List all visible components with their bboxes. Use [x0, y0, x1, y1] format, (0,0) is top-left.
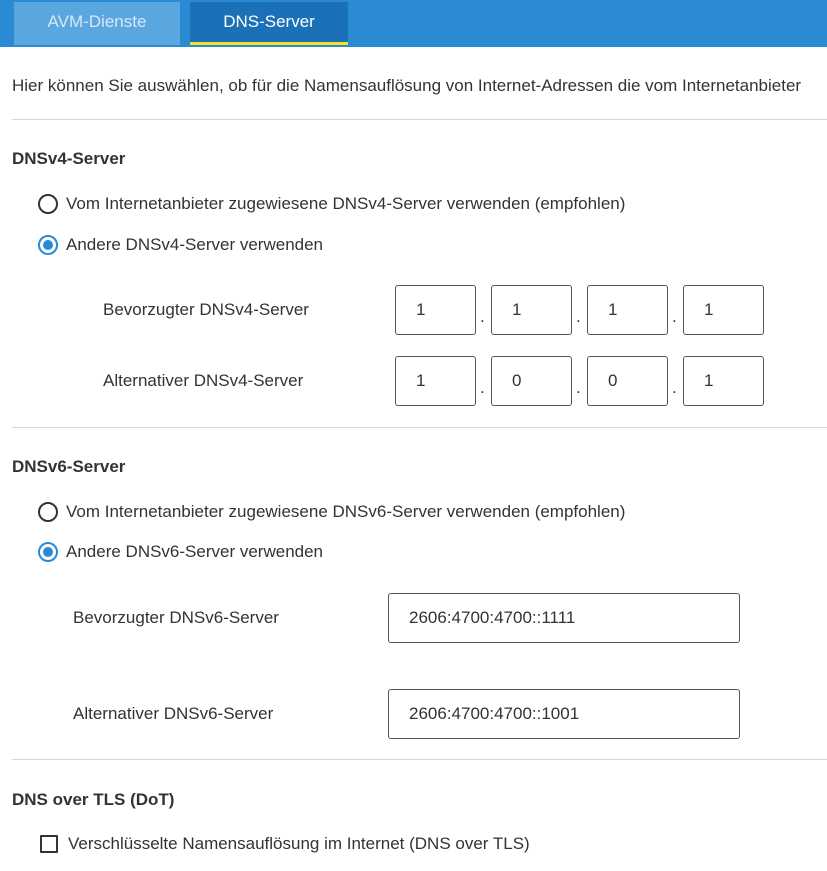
dnsv4-alternative-octet-4[interactable]	[683, 356, 764, 406]
dnsv4-alternative-octet-3[interactable]	[587, 356, 668, 406]
dnsv4-preferred-octet-2[interactable]	[491, 285, 572, 335]
intro-text: Hier können Sie auswählen, ob für die Namensauflösung von Internet-Adressen die vom Internetanbieter	[12, 76, 802, 95]
tab-avm-dienste[interactable]: AVM-Dienste	[14, 2, 180, 45]
radio-button-checked[interactable]	[38, 542, 58, 562]
octet-separator: .	[672, 307, 677, 326]
dnsv4-preferred-octet-1[interactable]	[395, 285, 476, 335]
dnsv6-option-other[interactable]	[38, 540, 323, 564]
dot-checkbox-row[interactable]	[40, 834, 530, 854]
dnsv4-option-provider-label: Vom Internetanbieter zugewiesene DNSv4-Server verwenden (empfohlen)	[66, 194, 626, 213]
dnsv6-option-other-label: Andere DNSv6-Server verwenden	[66, 542, 324, 561]
octet-separator: .	[480, 307, 485, 326]
radio-button-checked[interactable]	[38, 235, 58, 255]
dnsv4-option-other[interactable]	[38, 233, 323, 257]
divider	[12, 759, 827, 760]
dnsv6-section-title: DNSv6-Server	[12, 457, 126, 476]
tab-dns-server[interactable]: DNS-Server	[190, 2, 348, 45]
tab-bar	[0, 0, 827, 47]
divider	[12, 119, 827, 120]
dnsv4-alternative-octet-2[interactable]	[491, 356, 572, 406]
dnsv4-preferred-octet-4[interactable]	[683, 285, 764, 335]
dnsv4-section-title: DNSv4-Server	[12, 149, 126, 168]
dnsv4-alternative-octet-1[interactable]	[395, 356, 476, 406]
divider	[12, 427, 827, 428]
dnsv6-alternative-label: Alternativer DNSv6-Server	[73, 704, 274, 723]
dnsv6-option-provider-label: Vom Internetanbieter zugewiesene DNSv6-Server verwenden (empfohlen)	[66, 502, 626, 521]
octet-separator: .	[480, 378, 485, 397]
dnsv6-option-provider[interactable]	[38, 500, 625, 524]
dot-checkbox-label: Verschlüsselte Namensauflösung im Internet (DNS over TLS)	[68, 834, 530, 853]
dot-checkbox[interactable]	[40, 835, 58, 853]
dnsv4-option-other-label: Andere DNSv4-Server verwenden	[66, 235, 324, 254]
octet-separator: .	[576, 378, 581, 397]
dnsv6-preferred-label: Bevorzugter DNSv6-Server	[73, 608, 279, 627]
dot-section-title: DNS over TLS (DoT)	[12, 790, 175, 809]
dnsv4-preferred-octet-3[interactable]	[587, 285, 668, 335]
dnsv6-preferred-input[interactable]	[388, 593, 740, 643]
radio-button[interactable]	[38, 502, 58, 522]
dnsv4-preferred-label: Bevorzugter DNSv4-Server	[103, 300, 309, 319]
octet-separator: .	[672, 378, 677, 397]
dnsv4-alternative-label: Alternativer DNSv4-Server	[103, 371, 304, 390]
radio-button[interactable]	[38, 194, 58, 214]
dnsv6-alternative-input[interactable]	[388, 689, 740, 739]
dnsv4-option-provider[interactable]	[38, 192, 625, 216]
octet-separator: .	[576, 307, 581, 326]
